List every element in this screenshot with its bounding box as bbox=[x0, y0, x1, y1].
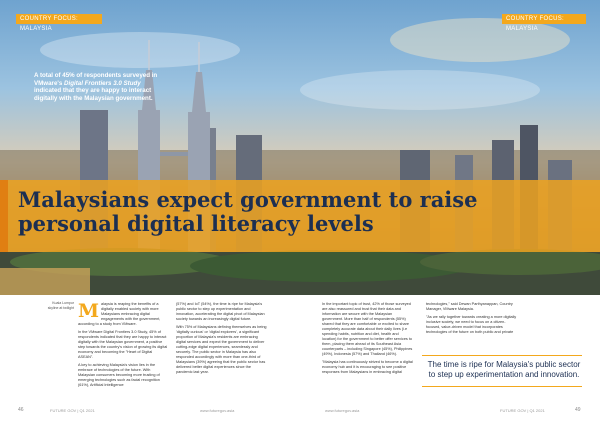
article-headline bbox=[18, 188, 538, 236]
page-number-left: 46 bbox=[18, 407, 24, 413]
article-column-3 bbox=[322, 302, 414, 378]
footer-website-left: www.futuregov.asia bbox=[200, 408, 235, 413]
article-paragraph: "As we rally together towards creating a more digitally inclusive society, we need to focus on a citizen-focused, value-driven model that incorporates technologies of the future on both public and private bbox=[426, 315, 517, 334]
intro-prefix: A total of 45% of respondents surveyed in VMware's bbox=[34, 72, 158, 87]
article-column-4 bbox=[426, 302, 518, 338]
footer-publication-left: FUTURE GOV | Q1 2021 bbox=[50, 408, 95, 413]
paragraph-text: alaysia is reaping the benefits of a digitally enabled society with more Malaysians embracing digital engagements with the government, according to a study from VMware. bbox=[78, 302, 161, 326]
caption-detail: skyline at twilight bbox=[47, 305, 74, 310]
headline-line-1: Malaysians expect government to raise bbox=[18, 187, 478, 212]
banner-accent bbox=[0, 180, 8, 252]
article-paragraph: (57%) and IoT (54%), the time is ripe for Malaysia's public sector to step up experimentation and innovation, accelerating the digital pivot of Malaysian society towards an increasingly digital future. bbox=[176, 302, 265, 321]
footer-website-right: www.futuregov.asia bbox=[325, 408, 360, 413]
pullquote: The time is ripe for Malaysia's public sector to step up experimentation and innovation. bbox=[427, 360, 581, 379]
article-paragraph: "Malaysia has continuously strived to become a digital economy hub and it is encouraging to see positive responses from Malaysians in embracing digital bbox=[322, 360, 413, 374]
caption-location: Kuala Lumpur bbox=[52, 301, 74, 305]
intro-study-name: Digital Frontiers 3.0 Study bbox=[64, 79, 141, 87]
footer-publication-right: FUTURE GOV | Q1 2021 bbox=[500, 408, 545, 413]
intro-suffix: indicated that they are happy to interact digitally with the Malaysian government. bbox=[34, 87, 153, 102]
photo-caption bbox=[46, 301, 74, 310]
drop-cap: M bbox=[78, 300, 100, 322]
article-paragraph bbox=[78, 302, 168, 327]
intro-text bbox=[34, 72, 162, 102]
article-paragraph: In the important topic of trust, 42% of those surveyed are also reassured and trust that their data and information are secure with the Malaysian government. More than half of respondents (55%) shared that they are comfortable or excited to share completely accurate data about their daily lives (i.e spending habits, nutrition and diet, health and location) for the government to better offer services to them, placing them ahead of its Southeast Asia counterparts – including Singapore (45%), Philippines (49%), Indonesia (57%) and Thailand (46%). bbox=[322, 302, 413, 356]
section-tag-right: COUNTRY FOCUS: MALAYSIA bbox=[502, 14, 586, 24]
article-paragraph: With 75% of Malaysians defining themselves as being 'digitally curious' or 'digital explorers', a significant proportion of Malaysia's residents are embracing digital services and expect the government to deliver cutting-edge digital experiences, seamlessly and securely. The public sector in Malaysia has also responded accordingly with more than one-third of Malaysians (39%) agreeing that the public sector has delivered better digital experiences since the pandemic last year. bbox=[176, 325, 267, 374]
pullquote-rule-top bbox=[422, 355, 582, 356]
article-column-1 bbox=[78, 302, 168, 391]
article-column-2 bbox=[176, 302, 268, 378]
page-number-right: 49 bbox=[575, 407, 581, 413]
article-paragraph: In the VMware Digital Frontiers 3.0 Study, 45% of respondents indicated that they are happy to interact digitally with the Malaysian government, a positive step towards the country's vision of growing its digital economy and becoming the "Heart of Digital ASEAN". bbox=[78, 330, 168, 359]
article-paragraph: technologies," said Dewan Parthyanappan, Country Manager, VMware Malaysia. bbox=[426, 302, 513, 311]
pullquote-rule-bottom bbox=[422, 386, 582, 387]
headline-line-2: personal digital literacy levels bbox=[18, 211, 374, 236]
article-paragraph: A key to achieving Malaysia's vision lies in the embrace of technologies of the future. With Malaysian consumers becoming more trusting of emerging technologies such as facial recognition (61%), Artificial Intelligence bbox=[78, 363, 160, 387]
section-tag-left: COUNTRY FOCUS: MALAYSIA bbox=[16, 14, 102, 24]
